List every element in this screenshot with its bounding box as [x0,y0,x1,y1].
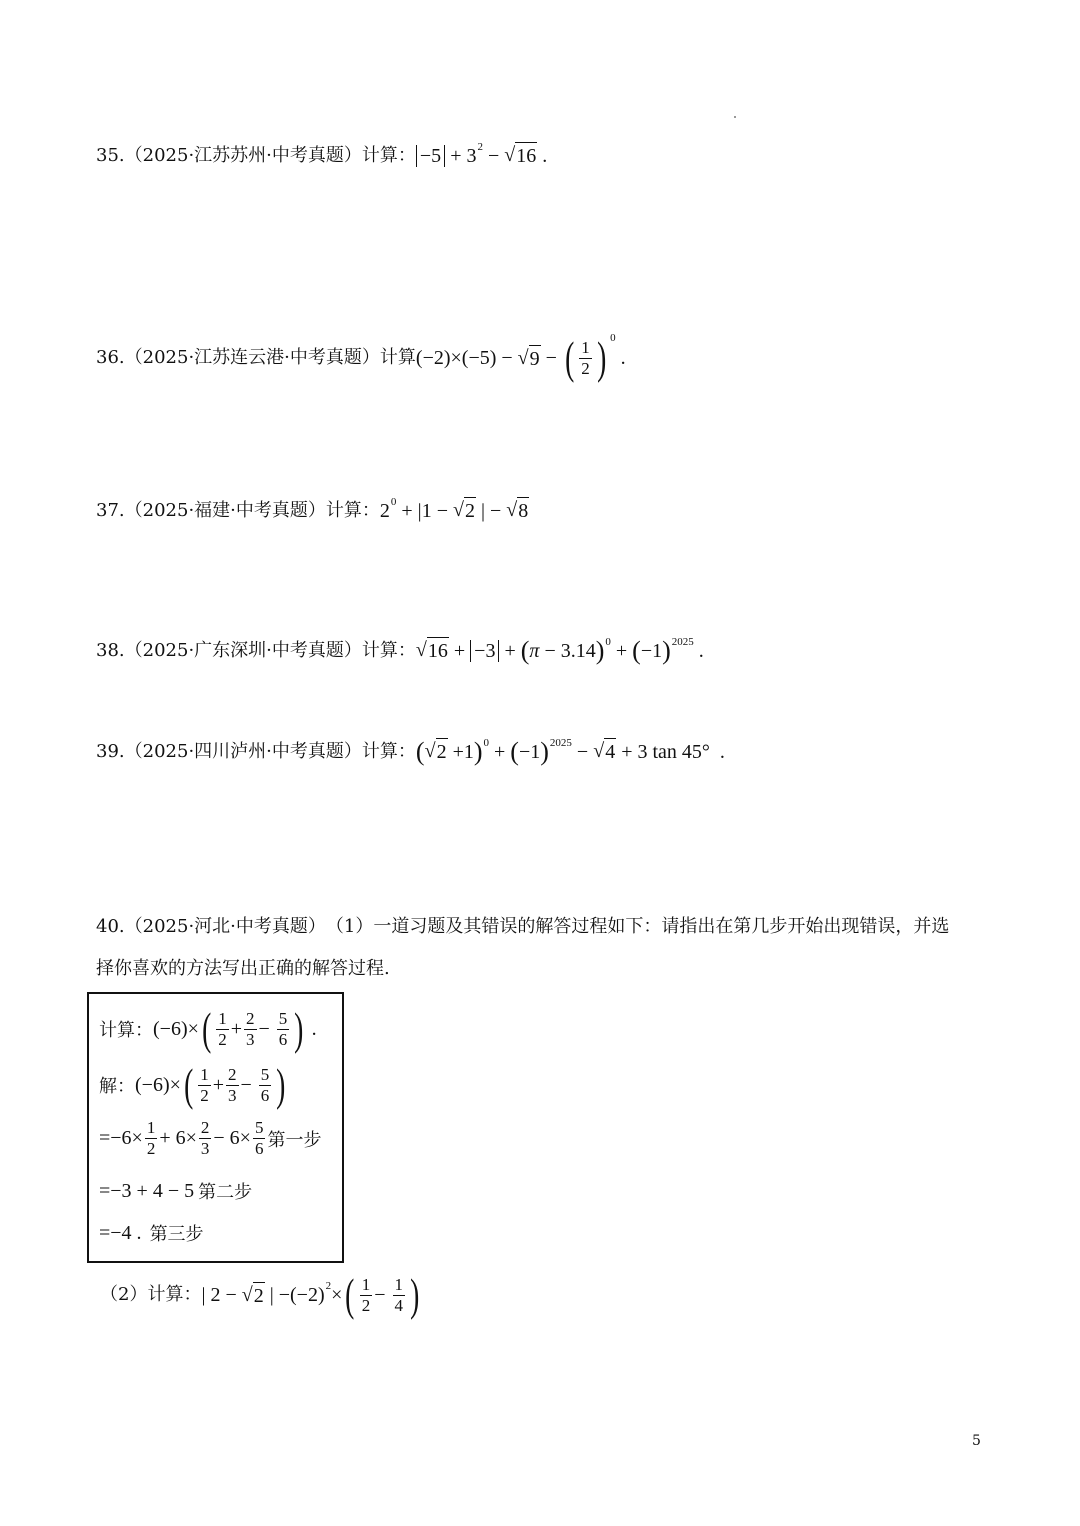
question-number: 38. [96,639,125,661]
formula: √ 16 + −3 + ( π − 3.14 ) 0 + ( −1 ) 2025 . [415,635,704,665]
question-35 [96,142,547,169]
question-number: 39. [96,740,125,762]
question-label: 计算： [361,740,416,762]
question-39 [96,738,725,765]
box-line-4 [99,1178,252,1204]
formula: | 2 − √ 2 | −(−2) 2 × ( $\frac{1}{2}$ − $\frac{1}{4}$ ) [201,1269,420,1320]
question-40 [96,914,949,940]
question-label: 计算 [379,347,416,368]
question-36 [96,330,626,386]
question-40-line2 [96,956,390,982]
box-line-1 [99,1003,317,1054]
question-label: （1）一道习题及其错误的解答过程如下：请指出在第几步开始出现错误，并选 [325,916,950,937]
page-number: 5 [972,1433,981,1449]
question-number: 35. [96,144,125,166]
question-number: 36. [96,347,125,368]
box-label: 计算： [99,1020,153,1041]
question-label: （2）计算： [100,1284,202,1305]
box-label: 解： [99,1076,135,1097]
question-number: 40. [96,916,125,937]
question-source: （2025·江苏苏州·中考真题） [124,144,362,166]
box-line-2 [99,1059,289,1110]
formula: (−2)×(−5) − √ 9 − ( $\frac{1}{2}$ ) 0 . [415,332,626,383]
question-label: 计算： [325,499,380,521]
question-40-part-2 [100,1270,422,1320]
question-38 [96,637,704,664]
box-line-3 [99,1118,321,1159]
question-label: 计算： [361,639,416,661]
step-label: 第三步 [149,1224,204,1245]
question-source: （2025·广东深圳·中考真题） [124,639,362,661]
formula: −5 + 3 2 − √ 16 . [416,142,547,169]
stray-dot [734,116,736,118]
question-number: 37. [96,499,125,521]
formula: (−6)× ( $\frac{1}{2}$ + $\frac{2}{3}$ − $\frac{5}{6}$ ) . [153,1003,317,1054]
formula: ( √ 2 +1 ) 0 + ( −1 ) 2025 − √ 4 + 3 tan 45° . [415,736,725,766]
question-source: （2025·四川泸州·中考真题） [124,740,362,762]
question-source: （2025·河北·中考真题） [124,916,326,937]
question-source: （2025·福建·中考真题） [124,499,326,521]
step-label: 第二步 [198,1182,253,1203]
formula: 2 0 + |1 − √ 2 | − √ 8 [379,495,529,522]
question-label-continued: 择你喜欢的方法写出正确的解答过程. [96,958,390,979]
question-label: 计算： [361,144,416,166]
box-line-5 [99,1220,204,1246]
formula: =−6× $\frac{1}{2}$ + 6× $\frac{2}{3}$ − 6× $\frac{5}{6}$ [99,1118,264,1158]
formula: =−3 + 4 − 5 [99,1179,195,1202]
question-37 [96,497,529,524]
formula: (−6)× ( $\frac{1}{2}$ + $\frac{2}{3}$ − $\frac{5}{6}$ ) [135,1059,286,1110]
step-label: 第一步 [267,1129,322,1151]
question-source: （2025·江苏连云港·中考真题） [124,347,380,368]
solution-box [87,992,344,1263]
formula: =−4 . [99,1221,142,1244]
